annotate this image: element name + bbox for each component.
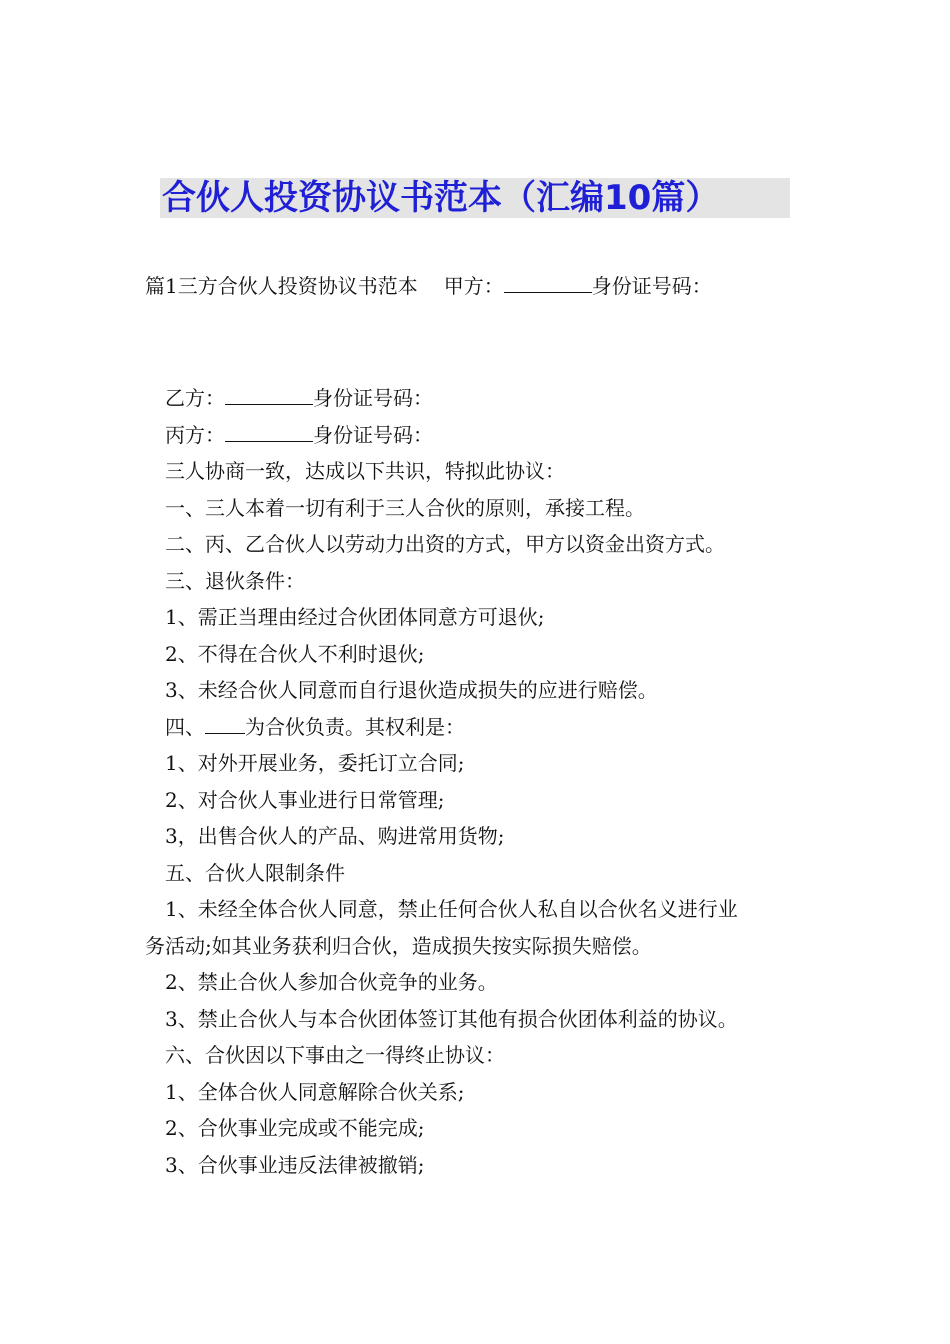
paragraph-line	[145, 709, 815, 746]
line-text: 3，出售合伙人的产品、购进常用货物;	[165, 824, 505, 848]
fill-blank	[225, 386, 313, 405]
line-text: 1、需正当理由经过合伙团体同意方可退伙;	[165, 605, 545, 629]
paragraph-line	[145, 490, 815, 527]
intro-line	[145, 272, 712, 300]
party-a-blank	[504, 274, 592, 293]
line-text: 六、合伙因以下事由之一得终止协议：	[165, 1043, 505, 1067]
id-label: 身份证号码：	[591, 274, 712, 298]
line-prefix: 四、	[165, 714, 205, 739]
paragraph-line	[145, 745, 815, 782]
line-text: 2、合伙事业完成或不能完成;	[165, 1116, 425, 1140]
paragraph-line	[145, 1001, 815, 1038]
line-text: 1、对外开展业务，委托订立合同;	[165, 751, 465, 775]
paragraph-line	[145, 453, 815, 490]
paragraph-line	[145, 891, 815, 928]
paragraph-line	[145, 417, 815, 454]
line-prefix: 乙方：	[165, 386, 225, 410]
paragraph-line	[145, 818, 815, 855]
line-text: 2、对合伙人事业进行日常管理;	[165, 787, 445, 812]
line-text: 务活动;如其业务获利归合伙，造成损失按实际损失赔偿。	[145, 933, 652, 958]
paragraph-line	[145, 1074, 815, 1111]
line-text: 2、禁止合伙人参加合伙竞争的业务。	[165, 970, 498, 994]
line-text: 一、三人本着一切有利于三人合伙的原则，承接工程。	[165, 495, 645, 520]
document-body	[145, 380, 815, 1183]
line-text: 二、丙、乙合伙人以劳动力出资的方式，甲方以资金出资方式。	[165, 532, 725, 556]
line-text: 3、未经合伙人同意而自行退伙造成损失的应进行赔偿。	[165, 678, 658, 702]
line-text: 1、未经全体合伙人同意，禁止任何合伙人私自以合伙名义进行业	[165, 897, 738, 921]
paragraph-line	[145, 782, 815, 819]
paragraph-line	[145, 672, 815, 709]
paragraph-line	[145, 526, 815, 563]
line-text: 三人协商一致，达成以下共识，特拟此协议：	[165, 459, 565, 483]
line-text: 2、不得在合伙人不利时退伙;	[165, 641, 425, 666]
paragraph-line	[145, 855, 815, 892]
line-suffix: 为合伙负责。其权利是：	[245, 714, 465, 739]
paragraph-line	[145, 1037, 815, 1074]
line-text: 五、合伙人限制条件	[165, 860, 345, 885]
fill-blank	[225, 423, 313, 442]
fill-blank	[205, 715, 245, 734]
paragraph-line	[145, 599, 815, 636]
line-text: 3、合伙事业违反法律被撤销;	[165, 1152, 425, 1177]
line-suffix: 身份证号码：	[313, 422, 433, 447]
paragraph-line	[145, 964, 815, 1001]
paragraph-line	[145, 928, 815, 965]
paragraph-line	[145, 563, 815, 600]
section-heading: 篇1三方合伙人投资协议书范本	[145, 274, 418, 298]
line-prefix: 丙方：	[165, 422, 225, 447]
paragraph-line	[145, 636, 815, 673]
line-suffix: 身份证号码：	[313, 386, 433, 410]
line-text: 1、全体合伙人同意解除合伙关系;	[165, 1079, 465, 1104]
paragraph-line	[145, 1147, 815, 1184]
line-text: 3、禁止合伙人与本合伙团体签订其他有损合伙团体利益的协议。	[165, 1006, 738, 1031]
paragraph-line	[145, 1110, 815, 1147]
party-a-label: 甲方：	[443, 274, 504, 298]
line-text: 三、退伙条件：	[165, 568, 305, 593]
document-title: 合伙人投资协议书范本（汇编10篇）	[162, 178, 720, 218]
paragraph-line	[145, 380, 815, 417]
